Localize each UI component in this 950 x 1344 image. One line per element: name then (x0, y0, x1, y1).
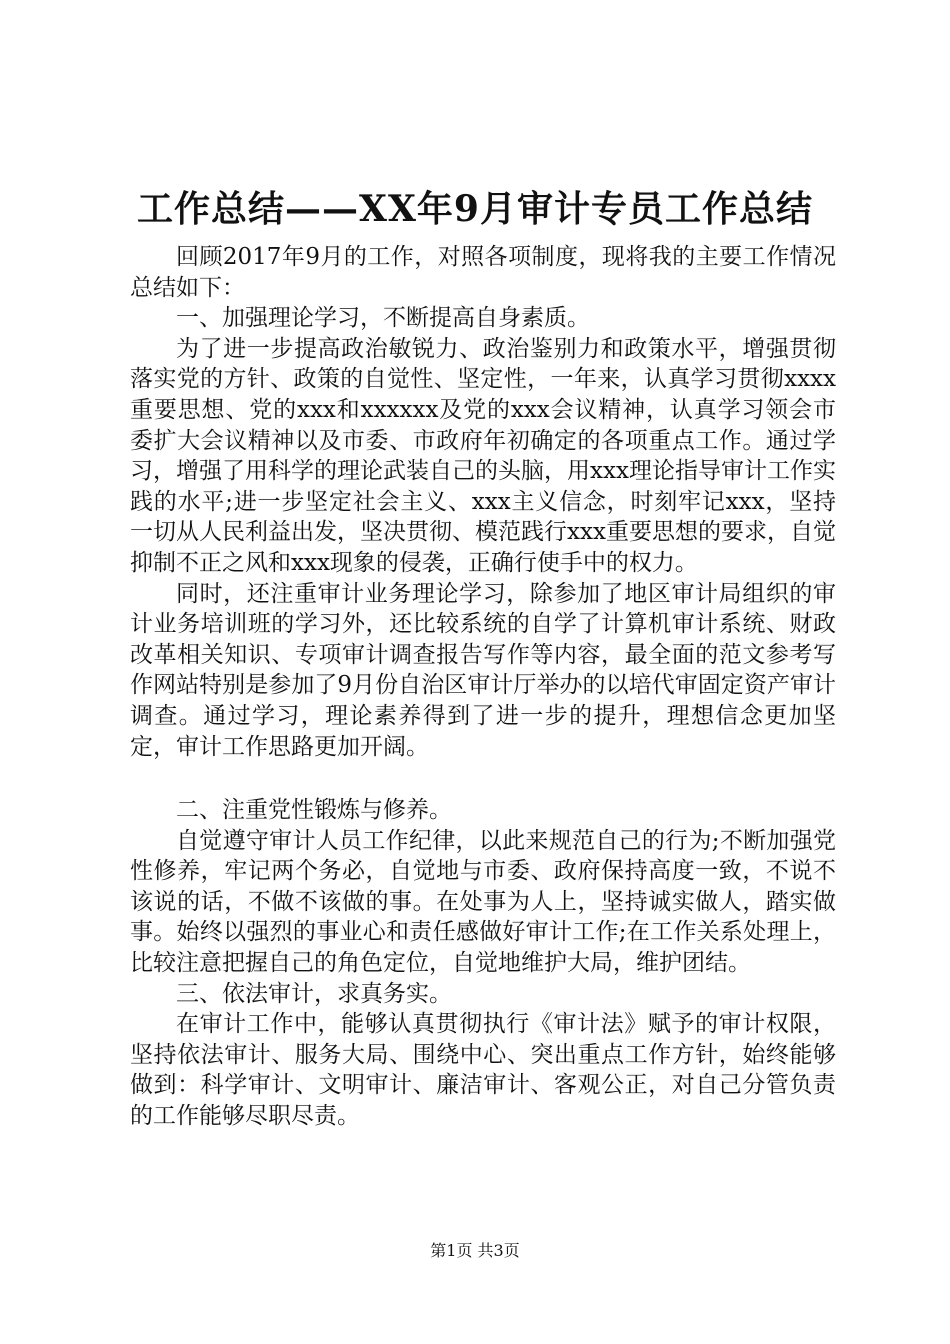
paragraph-theory-study: 为了进一步提高政治敏锐力、政治鉴别力和政策水平，增强贯彻落实党的方针、政策的自觉性、坚定性，一年来，认真学习贯彻xxxx重要思想、党的xxx和xxxxxx及党的xxx会议精神，认真学习领会市委扩大会议精神以及市委、市政府年初确定的各项重点工作。通过学习，增强了用科学的理论武装自己的头脑，用xxx理论指导审计工作实践的水平;进一步坚定社会主义、xxx主义信念，时刻牢记xxx，坚持一切从人民利益出发，坚决贯彻、模范践行xxx重要思想的要求，自觉抑制不正之风和xxx现象的侵袭，正确行使手中的权力。 (130, 335, 836, 576)
paragraph-party-discipline: 自觉遵守审计人员工作纪律，以此来规范自己的行为;不断加强党性修养，牢记两个务必，自觉地与市委、政府保持高度一致，不说不该说的话，不做不该做的事。在处事为人上，坚持诚实做人，踏实做事。始终以强烈的事业心和责任感做好审计工作;在工作关系处理上，比较注意把握自己的角色定位，自觉地维护大局，维护团结。 (130, 827, 836, 977)
page-number: 第1页 共3页 (430, 1241, 520, 1260)
document-title: 工作总结——XX年9月审计专员工作总结 (137, 188, 813, 230)
section-heading-3: 三、依法审计，求真务实。 (176, 980, 452, 1007)
paragraph-lawful-audit: 在审计工作中，能够认真贯彻执行《审计法》赋予的审计权限，坚持依法审计、服务大局、围绕中心、突出重点工作方针，始终能够做到：科学审计、文明审计、廉洁审计、客观公正，对自己分管负责的工作能够尽职尽责。 (130, 1011, 836, 1130)
paragraph-business-study: 同时，还注重审计业务理论学习，除参加了地区审计局组织的审计业务培训班的学习外，还比较系统的自学了计算机审计系统、财政改革相关知识、专项审计调查报告写作等内容，最全面的范文参考写作网站特别是参加了9月份自治区审计厅举办的以培代审固定资产审计调查。通过学习，理论素养得到了进一步的提升，理想信念更加坚定，审计工作思路更加开阔。 (130, 580, 836, 760)
section-heading-2: 二、注重党性锻炼与修养。 (176, 797, 452, 824)
paragraph-intro: 回顾2017年9月的工作，对照各项制度，现将我的主要工作情况总结如下： (130, 244, 836, 301)
section-heading-1: 一、加强理论学习，不断提高自身素质。 (176, 305, 590, 332)
document-body (130, 242, 836, 1132)
